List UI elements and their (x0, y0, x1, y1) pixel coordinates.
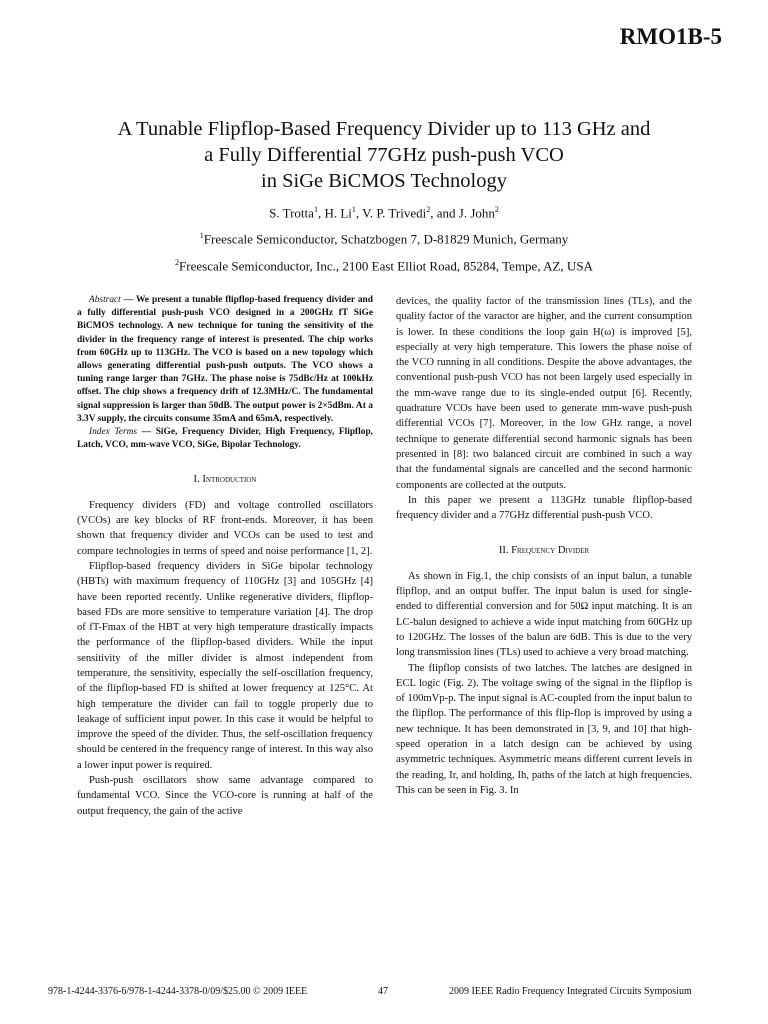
abstract-dash: — (120, 295, 136, 305)
author-3-sup: 2 (426, 205, 431, 214)
paper-code: RMO1B-5 (619, 24, 722, 49)
index-terms (77, 426, 373, 452)
affiliation-1-text: Freescale Semiconductor, Schatzbogen 7, D-81829 Munich, Germany (203, 231, 569, 247)
author-1: S. Trotta (269, 205, 314, 221)
footer-page-number: 47 (378, 986, 388, 997)
abstract-label: Abstract (89, 295, 121, 305)
paper-title (60, 116, 708, 194)
author-1-sup: 1 (313, 205, 318, 214)
intro-paragraph-2: Flipflop-based frequency dividers in SiGe bipolar technology (HBTs) with maximum frequency of 110GHz [3] and 105GHz [4] have been reported recently. Unlike regenerative dividers, flipflop-based FDs are more sensitive to temperature variation [4]. The drop of fT-Fmax of the HBT at very high temperature drastically impacts the performance of the flipflop-based dividers. While the input sensitivity of the miller divider is almost independent from temperature, the sensitivity, especially the self-oscillation frequency, of the flipflop-based FD is shifted at lower frequency at 125°C. At high temperature the divider can fail to toggle properly due to leakage of sufficient input power. In this case it would be helpful to improve the speed of the divider. Thus, the self-oscillation frequency should be centered in the frequency range of interest. In this way also a lower input power is required. (77, 560, 373, 771)
author-2: , H. Li (317, 205, 352, 221)
title-line-2: a Fully Differential 77GHz push-push VCO (204, 144, 564, 166)
author-4-sup: 2 (494, 205, 499, 214)
index-terms-text: SiGe, Frequency Divider, High Frequency, Flipflop, Latch, VCO, mm-wave VCO, SiGe, Bipolar Technology. (77, 427, 374, 451)
footer-isbn: 978-1-4244-3376-6/978-1-4244-3378-0/09/$25.00 © 2009 IEEE (48, 986, 308, 997)
title-line-3: in SiGe BiCMOS Technology (261, 170, 507, 192)
abstract-text: We present a tunable flipflop-based frequency divider and a fully differential push-push VCO designed in a 200GHz fT SiGe BiCMOS technology. A new technique for tuning the sensitivity of the divider in the frequency range of interest is presented. The chip works from 60GHz up to 113GHz. The VCO is based on a new topology which allows generating differential push-push outputs. The VCO shows a tuning range larger than 7GHz. The phase noise is 75dBc/Hz at 100kHz offset. The chip shows a frequency drift of 12.3MHz/C. The fundamental signal suppression is larger than 50dB. The output power is 2×5dBm. At a 3.3V supply, the circuits consume 35mA and 65mA, respectively. (77, 295, 373, 424)
divider-paragraph-1: As shown in Fig.1, the chip consists of an input balun, a tunable flipflop, and an output buffer. The input balun is used for single-ended to differential conversion and for 50Ω input matching. It is an LC-balun designed to achieve a wide input matching from 60GHz up to 120GHz. The losses of the balun are 6dB. This is due to the very long transmission lines (TLs) used to achieve a very broad matching. (396, 570, 692, 659)
affiliation-2-text: Freescale Semiconductor, Inc., 2100 East Elliot Road, 85284, Tempe, AZ, USA (179, 258, 593, 274)
abstract (77, 294, 373, 426)
intro-paragraph-3-continued: devices, the quality factor of the transmission lines (TLs), and the quality factor of the varactor are higher, and the current consumption is lower. In these conditions the loop gain H(ω) is improved [5], especially at very high temperature. This lowers the phase noise of the VCO running in all conditions. Despite the above advantages, the conventional push-push VCO has not been largely used especially in the mm-wave range due to its single-ended output [6]. Recently, quadrature VCOs have been used to generate mm-wave push-push differential VCOs [7]. Moreover, in the low GHz range, a novel technique to generate differential second harmonic signals has been presented in [8]: two balanced circuit are combined in such a way that the fundamental signals are cancelled and the second harmonic components are collected at the outputs. (396, 296, 692, 491)
affiliation-2-sup: 2 (175, 258, 180, 267)
footer-conference: 2009 IEEE Radio Frequency Integrated Circuits Symposium (449, 986, 692, 997)
intro-paragraph-3: Push-push oscillators show same advantage compared to fundamental VCO. Since the VCO-core is running at half of the output frequency, the gain of the active (77, 775, 373, 817)
intro-paragraph-1: Frequency dividers (FD) and voltage controlled oscillators (VCOs) are key blocks of RF front-ends. Moreover, it has been shown that frequency divider and VCOs can be used to test and compare technologies in terms of speed and noise performance [1, 2]. (77, 499, 373, 557)
affiliation-1 (0, 231, 768, 247)
affiliation-1-sup: 1 (199, 231, 204, 240)
right-column (396, 294, 692, 798)
affiliation-2 (0, 258, 768, 274)
title-line-1: A Tunable Flipflop-Based Frequency Divider up to 113 GHz and (117, 118, 651, 140)
author-3: , V. P. Trivedi (355, 205, 427, 221)
author-2-sup: 1 (351, 205, 356, 214)
left-column (77, 294, 373, 819)
author-4: , and J. John (430, 205, 495, 221)
intro-paragraph-4: In this paper we present a 113GHz tunable flipflop-based frequency divider and a 77GHz differential push-push VCO. (396, 494, 692, 522)
divider-paragraph-2: The flipflop consists of two latches. The latches are designed in ECL logic (Fig. 2). The voltage swing of the signal in the flipflop is of 100mVp-p. The input signal is AC-coupled from the input balun to the flipflop. The performance of this flip-flop is improved by using a new technique. It has been demonstrated in [3, 9, and 10] that high-speed operation in a latch design can be achieved by using asymmetric techniques. Asymmetric means different current levels in the reading, Ir, and holding, Ih, paths of the latch at high frequencies. This can be seen in Fig. 3. In (396, 662, 692, 796)
index-terms-label: Index Terms (89, 427, 138, 438)
author-list (0, 205, 768, 221)
section-heading-frequency-divider: II. Frequency Divider (498, 545, 590, 557)
section-heading-introduction: I. Introduction (193, 474, 257, 486)
index-terms-dash: — (137, 427, 156, 438)
